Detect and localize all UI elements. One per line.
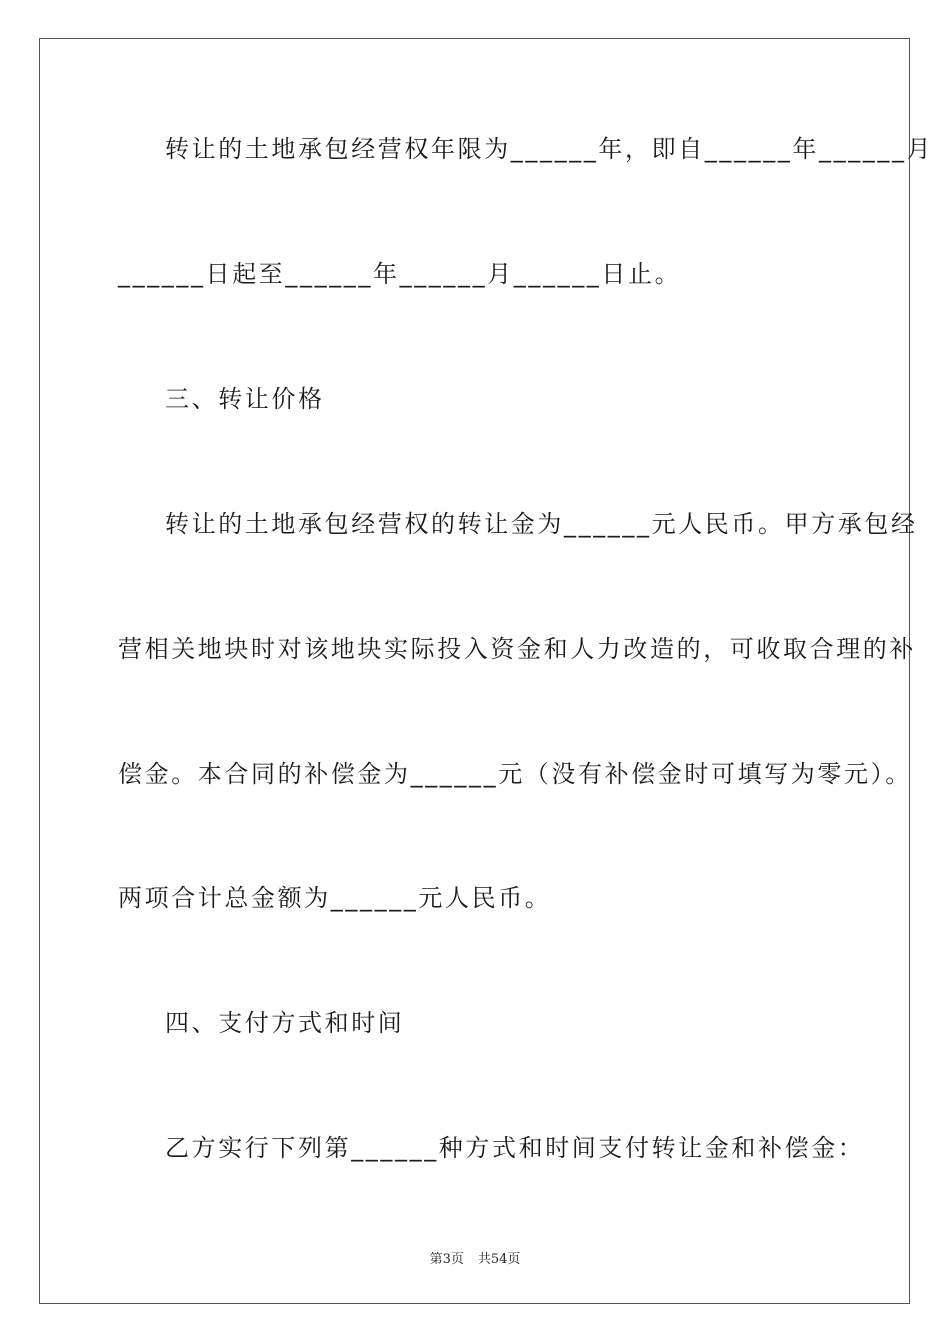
- section-heading-payment: 四、支付方式和时间: [165, 1009, 405, 1037]
- total-pages: 共54页: [477, 1252, 521, 1267]
- paragraph-transfer-price-continued: 营相关地块时对该地块实际投入资金和人力改造的，可收取合理的补: [118, 635, 916, 663]
- paragraph-compensation: 偿金。本合同的补偿金为______元（没有补偿金时可填写为零元）。: [118, 760, 912, 788]
- section-heading-transfer-price: 三、转让价格: [165, 385, 325, 413]
- paragraph-transfer-term: 转让的土地承包经营权年限为______年，即自______年______月: [165, 135, 934, 163]
- paragraph-transfer-price: 转让的土地承包经营权的转让金为______元人民币。甲方承包经: [165, 510, 918, 538]
- page-border: [39, 38, 934, 1304]
- paragraph-total-amount: 两项合计总金额为______元人民币。: [118, 884, 552, 912]
- paragraph-transfer-term-continued: ______日起至______年______月______日止。: [118, 260, 682, 288]
- page-footer: [0, 1248, 950, 1267]
- paragraph-payment-method: 乙方实行下列第______种方式和时间支付转让金和补偿金：: [165, 1134, 865, 1162]
- page-number: 第3页: [429, 1252, 464, 1267]
